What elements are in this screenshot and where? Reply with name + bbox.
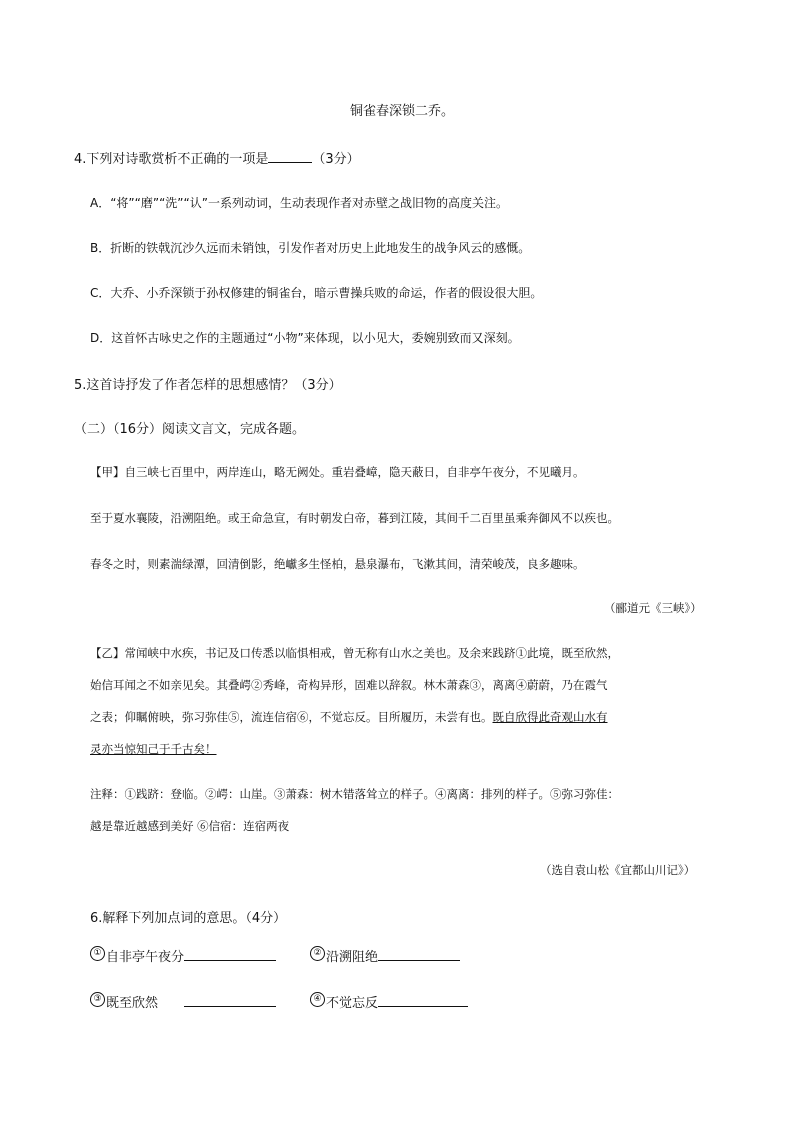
- q6-item-4: [310, 992, 468, 1011]
- notes-line-2: 越是靠近越感到美好 ⑥信宿：连宿两夜: [90, 819, 290, 833]
- q6-item-1: [90, 946, 276, 965]
- passage-yi-line-3-text: 之表；仰瞩俯映，弥习弥佳⑤，流连信宿⑥，不觉忘反。目所履历，未尝有也。: [90, 710, 493, 724]
- answer-blank-item-1[interactable]: [184, 946, 276, 961]
- passage-yi-underlined-sentence-part-1: 既自欣得此奇观山水有: [492, 710, 608, 724]
- question-6-stem: 6.解释下列加点词的意思。（4分）: [90, 911, 287, 926]
- q6-item-2: [310, 946, 460, 965]
- passage-jia-line-1: 【甲】自三峡七百里中，两岸连山，略无阙处。重岩叠嶂，隐天蔽日，自非亭午夜分，不见曦月。: [90, 465, 585, 479]
- item-text-1: 自非亭午夜分: [106, 950, 185, 965]
- answer-blank-item-2[interactable]: [378, 946, 460, 961]
- question-4-score: （3分）: [312, 152, 360, 167]
- option-d: D．这首怀古咏史之作的主题通过“小物”来体现，以小见大，委婉别致而又深刻。: [90, 331, 520, 345]
- answer-blank-item-3[interactable]: [184, 992, 276, 1007]
- item-number-3: ③: [90, 992, 105, 1007]
- option-c: C．大乔、小乔深锁于孙权修建的铜雀台，暗示曹操兵败的命运，作者的假设很大胆。: [90, 286, 543, 300]
- passage-jia-line-3: 春冬之时，则素湍绿潭，回清倒影，绝巘多生怪柏，悬泉瀑布，飞漱其间，清荣峻茂，良多趣味。: [90, 557, 585, 571]
- option-a: A．“将”“磨”“洗”“认”一系列动词，生动表现作者对赤壁之战旧物的高度关注。: [90, 196, 508, 210]
- question-5: 5.这首诗抒发了作者怎样的思想感情？（3分）: [74, 378, 342, 393]
- q6-item-3: [90, 992, 276, 1011]
- notes-line-1: 注释：①践跻：登临。②崿：山崖。③萧森：树木错落耸立的样子。④离离：排列的样子。⑤弥习弥佳：: [90, 787, 619, 801]
- passage-yi-line-1: 【乙】常闻峡中水疾，书记及口传悉以临惧相戒，曾无称有山水之美也。及余来践跻①此境，既至欣然，: [90, 646, 619, 660]
- passage-yi-underlined-sentence-part-2: 灵亦当惊知己于千古矣！: [90, 742, 217, 756]
- item-text-4: 不觉忘反: [326, 996, 379, 1011]
- section-2-heading: （二）（16分）阅读文言文，完成各题。: [74, 422, 306, 437]
- item-text-3: 既至欣然: [106, 996, 159, 1011]
- passage-yi-line-3: [90, 709, 608, 725]
- item-number-2: ②: [310, 946, 325, 961]
- item-text-2: 沿溯阻绝: [326, 950, 379, 965]
- item-number-1: ①: [90, 946, 105, 961]
- passage-jia-source: （郦道元《三峡》）: [604, 601, 702, 615]
- passage-jia-line-2: 至于夏水襄陵，沿溯阻绝。或王命急宣，有时朝发白帝，暮到江陵，其间千二百里虽乘奔御风不以疾也。: [90, 511, 619, 525]
- poem-line: 铜雀春深锁二乔。: [350, 104, 455, 119]
- option-b: B．折断的铁戟沉沙久远而未销蚀，引发作者对历史上此地发生的战争风云的感慨。: [90, 241, 531, 255]
- answer-blank-item-4[interactable]: [378, 992, 468, 1007]
- answer-blank-q4[interactable]: [268, 148, 312, 163]
- passage-yi-line-2: 始信耳闻之不如亲见矣。其叠崿②秀峰，奇构异形，固难以辞叙。林木萧森③，离离④蔚蔚，乃在霞气: [90, 678, 608, 692]
- passage-yi-source: （选自袁山松《宜都山川记》）: [540, 863, 696, 877]
- question-4: [74, 148, 360, 167]
- item-number-4: ④: [310, 992, 325, 1007]
- question-4-stem: 4.下列对诗歌赏析不正确的一项是: [74, 152, 269, 167]
